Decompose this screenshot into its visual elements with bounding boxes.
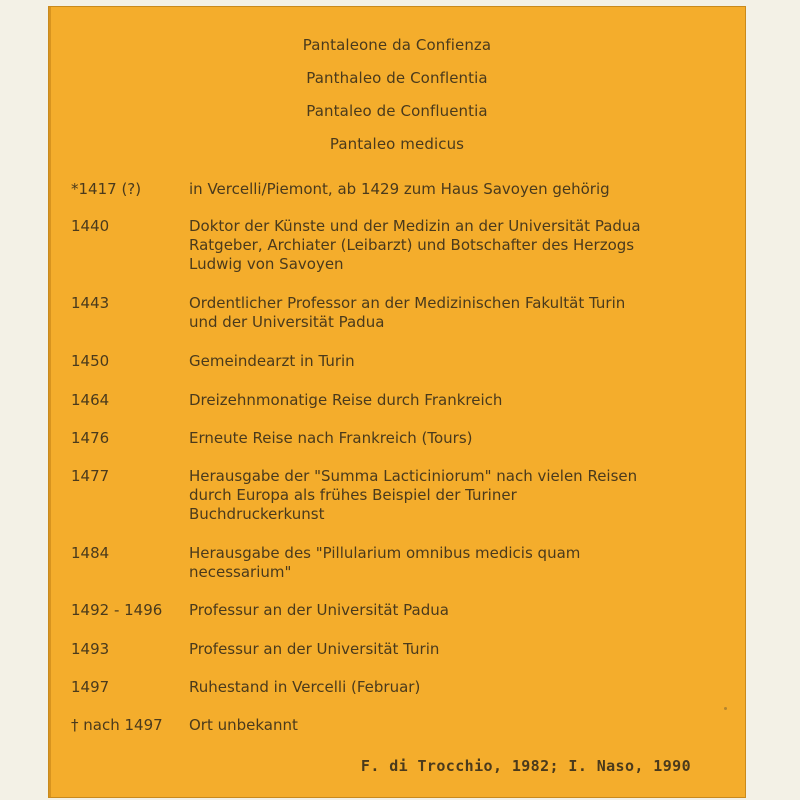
timeline-text <box>189 217 734 274</box>
timeline-line: Professur an der Universität Padua <box>189 601 449 619</box>
timeline-line: Ratgeber, Archiater (Leibarzt) und Botschafter des Herzogs <box>189 236 635 254</box>
document-card <box>48 6 746 798</box>
timeline-year: *1417 (?) <box>71 180 142 198</box>
timeline-year: 1492 - 1496 <box>71 601 163 619</box>
timeline-year: 1443 <box>71 294 110 312</box>
name-variant: Pantaleone da Confienza <box>302 36 492 54</box>
timeline-year: 1450 <box>71 352 110 370</box>
timeline-line: Gemeindearzt in Turin <box>189 352 355 370</box>
timeline-line: Erneute Reise nach Frankreich (Tours) <box>189 429 473 447</box>
timeline-year: 1497 <box>71 678 110 696</box>
timeline-text <box>189 180 734 199</box>
source-citation: F. di Trocchio, 1982; I. Naso, 1990 <box>360 757 691 775</box>
paper-speck <box>724 707 727 710</box>
timeline-text <box>189 467 734 524</box>
timeline-text <box>189 601 734 620</box>
timeline-year: 1493 <box>71 640 110 658</box>
timeline-line: Dreizehnmonatige Reise durch Frankreich <box>189 391 503 409</box>
timeline-line: in Vercelli/Piemont, ab 1429 zum Haus Savoyen gehörig <box>189 180 610 198</box>
timeline-line: Ruhestand in Vercelli (Februar) <box>189 678 421 696</box>
timeline-line: Herausgabe des "Pillularium omnibus medicis quam <box>189 544 581 562</box>
name-variants <box>49 35 745 167</box>
name-variant: Pantaleo medicus <box>329 135 465 153</box>
timeline-year: 1464 <box>71 391 110 409</box>
timeline-line: necessarium" <box>189 563 292 581</box>
timeline-text <box>189 640 734 659</box>
timeline-line: durch Europa als frühes Beispiel der Turiner <box>189 486 517 504</box>
timeline-line: Buchdruckerkunst <box>189 505 325 523</box>
timeline-year: 1484 <box>71 544 110 562</box>
timeline-line: Herausgabe der "Summa Lacticiniorum" nach vielen Reisen <box>189 467 638 485</box>
timeline-line: und der Universität Padua <box>189 313 385 331</box>
timeline-text <box>189 391 734 410</box>
name-variant: Pantaleo de Confluentia <box>306 102 488 120</box>
timeline-year: † nach 1497 <box>71 716 163 734</box>
timeline-line: Ludwig von Savoyen <box>189 255 344 273</box>
name-variant: Panthaleo de Conflentia <box>306 69 488 87</box>
timeline-line: Ordentlicher Professor an der Medizinischen Fakultät Turin <box>189 294 626 312</box>
timeline-year: 1440 <box>71 217 110 235</box>
timeline-line: Doktor der Künste und der Medizin an der Universität Padua <box>189 217 641 235</box>
timeline-text <box>189 352 734 371</box>
timeline-text <box>189 716 734 735</box>
timeline-year: 1476 <box>71 429 110 447</box>
timeline-line: Professur an der Universität Turin <box>189 640 440 658</box>
timeline-text <box>189 544 734 582</box>
timeline-line: Ort unbekannt <box>189 716 298 734</box>
timeline-year: 1477 <box>71 467 110 485</box>
timeline-text <box>189 429 734 448</box>
timeline-text <box>189 678 734 697</box>
timeline-text <box>189 294 734 332</box>
